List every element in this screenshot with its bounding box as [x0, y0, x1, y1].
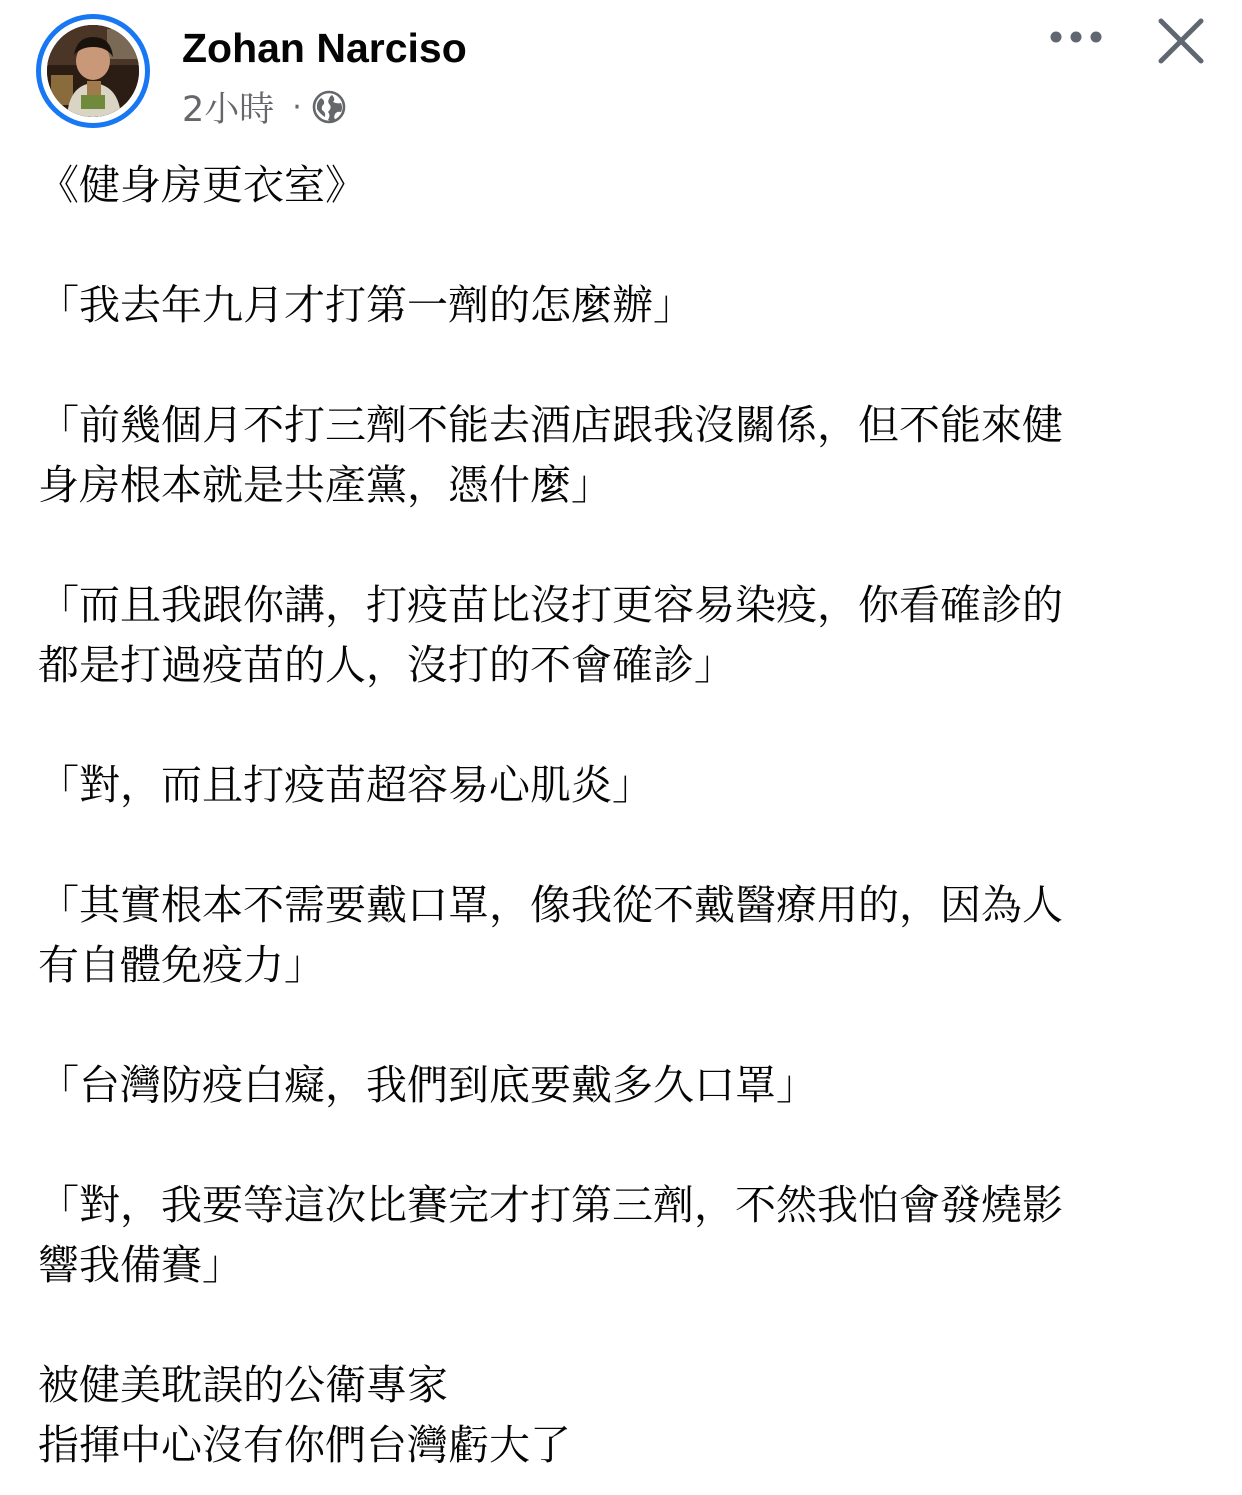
post-line: 身房根本就是共產黨，憑什麼」	[38, 461, 612, 509]
post-line: 「對，我要等這次比賽完才打第三劑，不然我怕會發燒影	[38, 1181, 1063, 1229]
post-line: 有自體免疫力」	[38, 941, 325, 989]
avatar-photo	[47, 25, 139, 117]
more-options-button[interactable]	[1044, 20, 1108, 54]
avatar-story-ring[interactable]	[36, 14, 150, 128]
meta-separator: ·	[292, 89, 302, 125]
author-name[interactable]: Zohan Narciso	[182, 25, 467, 71]
post-meta	[182, 82, 346, 132]
post-line: 指揮中心沒有你們台灣虧大了	[38, 1421, 571, 1469]
post-text	[38, 155, 1198, 1475]
post-line: 「我去年九月才打第一劑的怎麼辦」	[38, 281, 694, 329]
close-icon	[1154, 14, 1208, 68]
avatar[interactable]	[47, 25, 139, 117]
post-line: 都是打過疫苗的人，沒打的不會確診」	[38, 641, 735, 689]
post-timestamp[interactable]: 2小時	[182, 90, 275, 130]
post-line: 「而且我跟你講，打疫苗比沒打更容易染疫，你看確診的	[38, 581, 1063, 629]
post-header	[0, 0, 1242, 140]
post-title-line: 《健身房更衣室》	[38, 161, 366, 209]
post-line: 「前幾個月不打三劑不能去酒店跟我沒關係，但不能來健	[38, 401, 1063, 449]
post-line: 響我備賽」	[38, 1241, 243, 1289]
globe-icon[interactable]	[312, 90, 346, 124]
post-line: 「台灣防疫白癡，我們到底要戴多久口罩」	[38, 1061, 817, 1109]
more-horizontal-icon	[1044, 20, 1108, 54]
post-line: 「其實根本不需要戴口罩，像我從不戴醫療用的，因為人	[38, 881, 1063, 929]
post-line: 「對，而且打疫苗超容易心肌炎」	[38, 761, 653, 809]
post-line: 被健美耽誤的公衛專家	[38, 1361, 448, 1409]
close-button[interactable]	[1154, 14, 1208, 68]
